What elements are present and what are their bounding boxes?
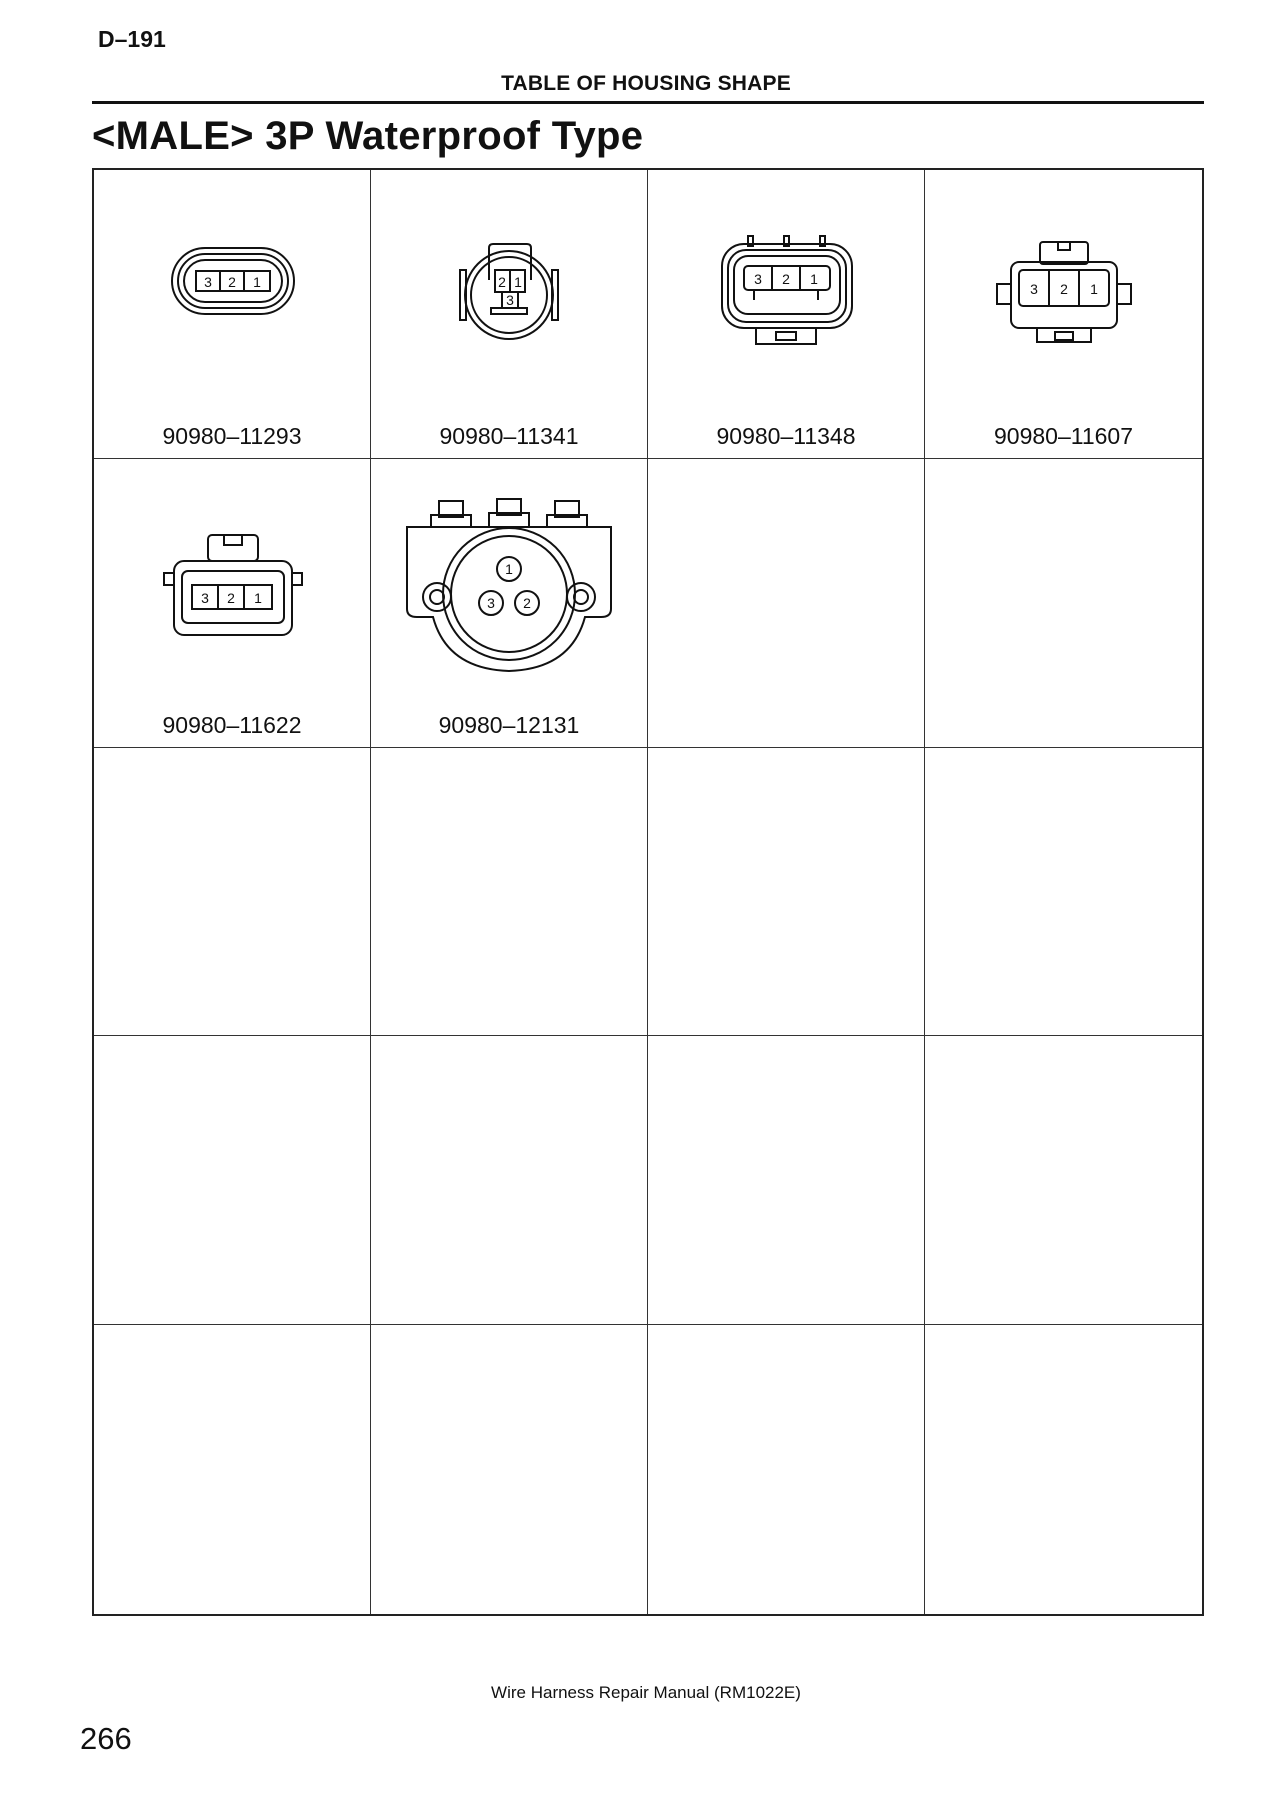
rect-3pin-connector-icon	[648, 170, 925, 459]
pin-label: 2	[1060, 281, 1068, 297]
table-cell	[94, 170, 371, 459]
pin-label: 1	[810, 271, 818, 287]
table-cell-empty	[371, 1325, 648, 1614]
table-cell-empty	[648, 748, 925, 1037]
pin-label: 2	[523, 594, 531, 611]
pin-label: 3	[204, 274, 212, 290]
pin-label: 2	[498, 274, 506, 290]
pin-label: 3	[506, 292, 514, 308]
table-cell	[371, 459, 648, 748]
page-title: <MALE> 3P Waterproof Type	[92, 114, 644, 158]
circular-flange-3pin-connector-icon	[371, 459, 648, 748]
pin-label: 1	[253, 274, 261, 290]
table-cell-empty	[94, 1325, 371, 1614]
section-title: TABLE OF HOUSING SHAPE	[501, 72, 791, 95]
table-cell-empty	[648, 1325, 925, 1614]
table-cell-empty	[925, 1325, 1202, 1614]
table-cell-empty	[648, 459, 925, 748]
part-number: 90980–11348	[716, 422, 856, 449]
table-cell-empty	[925, 1036, 1202, 1325]
pin-label: 2	[228, 274, 236, 290]
part-number: 90980–11293	[162, 422, 302, 449]
table-cell-empty	[648, 1036, 925, 1325]
pin-label: 2	[227, 589, 235, 606]
pin-label: 1	[514, 274, 522, 290]
square-3pin-connector-icon	[925, 170, 1202, 459]
pin-label: 2	[782, 271, 790, 287]
pin-label: 3	[487, 594, 495, 611]
footer-manual-title: Wire Harness Repair Manual (RM1022E)	[491, 1683, 801, 1702]
page-code: D–191	[98, 26, 166, 52]
table-cell-empty	[371, 1036, 648, 1325]
pin-label: 3	[754, 271, 762, 287]
latch-3pin-connector-icon	[94, 459, 371, 748]
pin-label: 3	[201, 589, 209, 606]
housing-shape-table	[92, 168, 1204, 1616]
table-cell-empty	[925, 748, 1202, 1037]
table-cell	[925, 170, 1202, 459]
pin-label: 1	[1090, 281, 1098, 297]
oval-3pin-connector-icon	[94, 170, 371, 459]
table-cell-empty	[94, 748, 371, 1037]
header-rule	[92, 101, 1204, 104]
table-cell-empty	[925, 459, 1202, 748]
pin-label: 1	[254, 589, 262, 606]
part-number: 90980–11622	[162, 711, 302, 738]
pin-label: 3	[1030, 281, 1038, 297]
page-number: 266	[80, 1721, 132, 1756]
pin-label: 1	[505, 560, 513, 577]
table-cell	[648, 170, 925, 459]
part-number: 90980–11607	[994, 422, 1133, 449]
part-number: 90980–11341	[439, 422, 579, 449]
table-cell-empty	[94, 1036, 371, 1325]
part-number: 90980–12131	[438, 711, 580, 738]
table-cell	[94, 459, 371, 748]
round-3pin-connector-icon	[371, 170, 648, 459]
table-cell-empty	[371, 748, 648, 1037]
table-cell	[371, 170, 648, 459]
